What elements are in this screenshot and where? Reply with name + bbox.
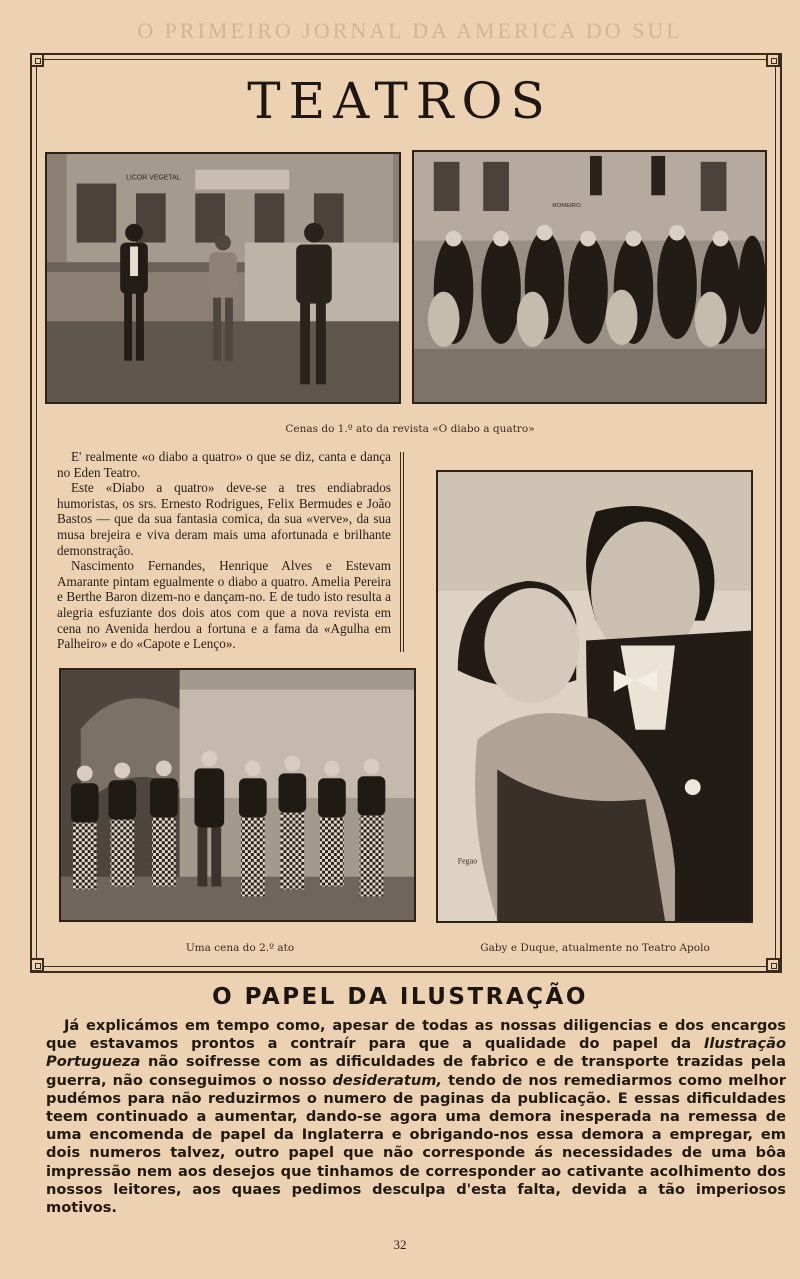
- photo-street-scene-act1: [45, 152, 401, 404]
- page-number: 32: [393, 1237, 407, 1252]
- shop-sign-text: LICOR VEGETAL: [126, 174, 181, 182]
- column-divider: [400, 452, 404, 652]
- notice-heading: O PAPEL DA ILUSTRAÇÃO: [212, 984, 588, 1010]
- article-body: [57, 449, 391, 652]
- photographer-signature: Fegao: [457, 856, 478, 866]
- photo-act2-scene: [59, 668, 416, 922]
- article-paragraph: Este «Diabo a quatro» deve-se a tres endiabrados humoristas, os srs. Ernesto Rodrigues, Felix Bermudes e João Bastos — que da sua fantasia comica, da sua «verve», da sua musa brejeira e viva deram mais uma afortunada e brilhante demonstração.: [57, 480, 391, 558]
- building-sign-text: ROMEIRO: [552, 203, 581, 210]
- article-paragraph: E' realmente «o diabo a quatro» o que se diz, canta e dança no Eden Teatro.: [57, 449, 391, 480]
- publication-title: Ilustração Portugueza: [46, 1035, 786, 1071]
- article-paragraph: Nascimento Fernandes, Henrique Alves e Estevam Amarante pintam egualmente o diabo a quatro. Amelia Pereira e Berthe Baron dizem-no e dançam-no. E de tudo isto resulta a alegria esfuziante dos dois atos com que a nova revista em cena no Avenida herdou a fortuna e a fama da «Agulha em Palheiro» e do «Capote e Lenço».: [57, 558, 391, 652]
- caption-act1-scenes: Cenas do 1.º ato da revista «O diabo a quatro»: [285, 423, 535, 435]
- corner-ornament-bottom-left: [30, 958, 44, 972]
- corner-ornament-bottom-right: [766, 958, 780, 972]
- notice-text-middle: não soifresse com as dificuldades de fabrico e de transporte trazidas pela guerra, não conseguimos o nosso: [46, 1053, 786, 1089]
- photo-gaby-e-duque-portrait: [436, 470, 753, 923]
- notice-text-after: tendo de nos remediarmos como melhor pudémos para não reduzirmos o numero de paginas da publicação. E essas dificuldades teem continuado a aumentar, dando-se agora uma demora inesperada na remessa de uma encomenda de papel da Inglaterra e obrigando-nos essa demora a empregar, em dois numeros talvez, outro papel que não corresponde ás necessidades de uma bôa impressão nem aos desejos que tinhamos de corresponder ao cativante acolhimento dos nossos leitores, aos quaes pedimos desculpa d'esta falta, devida a tão imperiosos motivos.: [46, 1071, 786, 1217]
- page-title: TEATROS: [247, 72, 553, 130]
- latin-term: desideratum,: [332, 1071, 443, 1089]
- corner-ornament-top-right: [766, 53, 780, 67]
- notice-paragraph: [46, 1017, 786, 1217]
- notice-body: [46, 1017, 786, 1217]
- caption-act2: Uma cena do 2.º ato: [185, 942, 295, 954]
- corner-ornament-top-left: [30, 53, 44, 67]
- caption-gaby-e-duque: Gaby e Duque, atualmente no Teatro Apolo: [480, 942, 710, 954]
- masthead-bleed-through: O PRIMEIRO JORNAL DA AMERICA DO SUL: [137, 18, 683, 43]
- notice-text-before-title: Já explicámos em tempo como, apesar de todas as nossas diligencias e dos encargos que estavamos prontos a contraír para que a qualidade do papel da: [46, 1017, 786, 1053]
- photo-chorus-dancers-act1: [412, 150, 767, 404]
